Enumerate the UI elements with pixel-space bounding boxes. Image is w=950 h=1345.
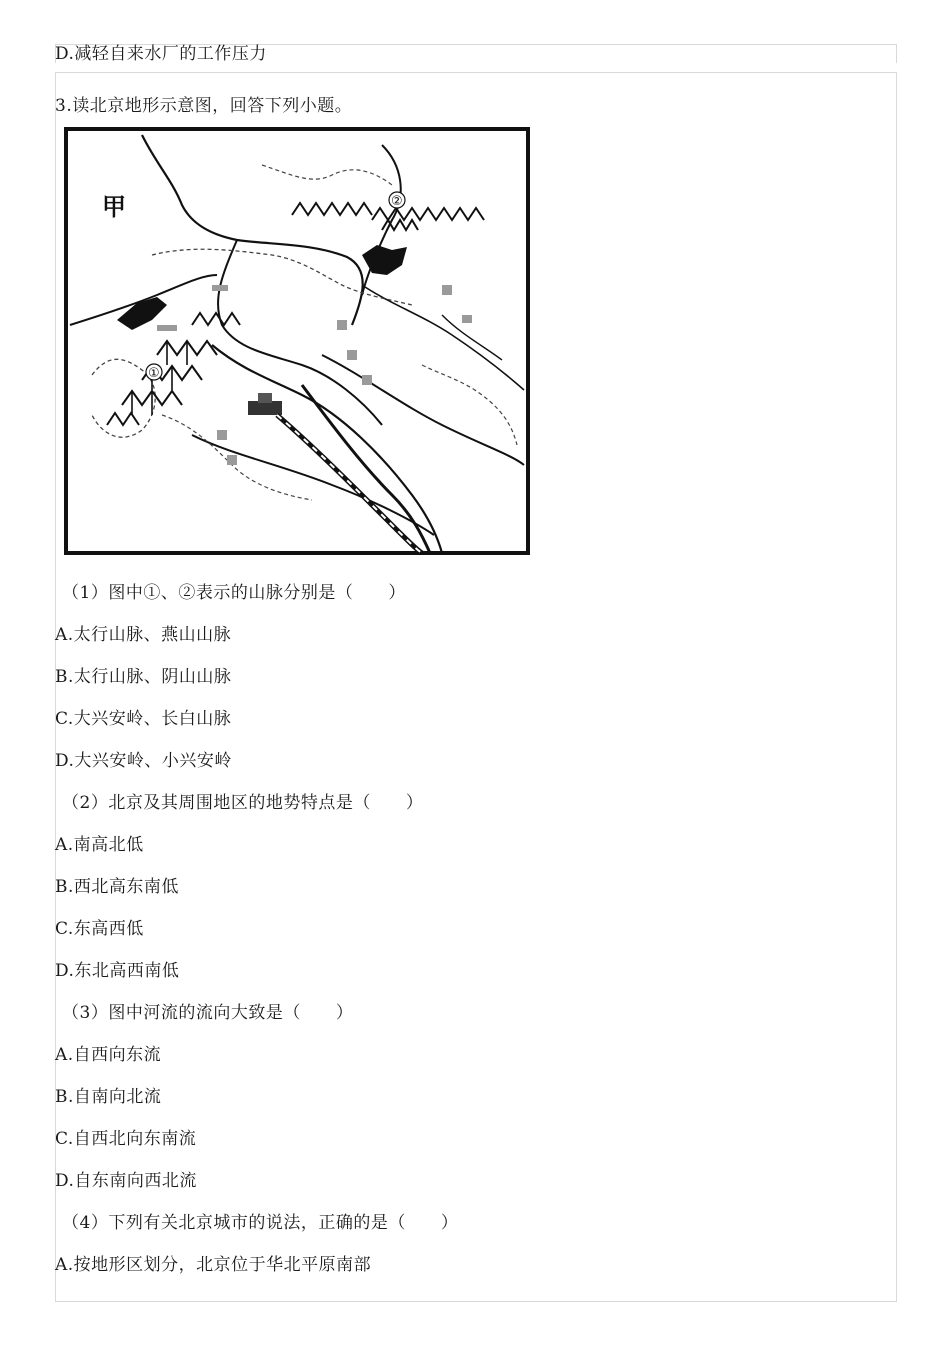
q2-stem: （2）北京及其周围地区的地势特点是（ ） — [62, 793, 424, 813]
q3-option-c: C.自西北向东南流 — [55, 1129, 197, 1149]
q1-option-a: A.太行山脉、燕山山脉 — [55, 625, 232, 645]
q4-stem: （4）下列有关北京城市的说法，正确的是（ ） — [62, 1213, 459, 1233]
q2-option-d: D.东北高西南低 — [55, 961, 180, 981]
q1-option-b: B.太行山脉、阴山山脉 — [55, 667, 232, 687]
q1-stem: （1）图中①、②表示的山脉分别是（ ） — [62, 583, 406, 603]
q3-stem: （3）图中河流的流向大致是（ ） — [62, 1003, 354, 1023]
q2-option-c: C.东高西低 — [55, 919, 144, 939]
map-figure — [62, 125, 532, 557]
previous-option-d: D.减轻自来水厂的工作压力 — [55, 44, 267, 64]
q1-option-d: D.大兴安岭、小兴安岭 — [55, 751, 232, 771]
q3-option-b: B.自南向北流 — [55, 1087, 162, 1107]
q3-option-d: D.自东南向西北流 — [55, 1171, 197, 1191]
beijing-terrain-map — [62, 125, 532, 557]
q4-option-a: A.按地形区划分，北京位于华北平原南部 — [55, 1255, 372, 1275]
map-label-jia: 甲 — [102, 193, 126, 221]
q1-option-c: C.大兴安岭、长白山脉 — [55, 709, 232, 729]
q3-option-a: A.自西向东流 — [55, 1045, 162, 1065]
map-mark-2: ② — [391, 194, 403, 209]
q2-option-a: A.南高北低 — [55, 835, 144, 855]
question-stem: 3.读北京地形示意图，回答下列小题。 — [55, 96, 353, 116]
map-mark-1: ① — [148, 366, 160, 381]
q2-option-b: B.西北高东南低 — [55, 877, 179, 897]
